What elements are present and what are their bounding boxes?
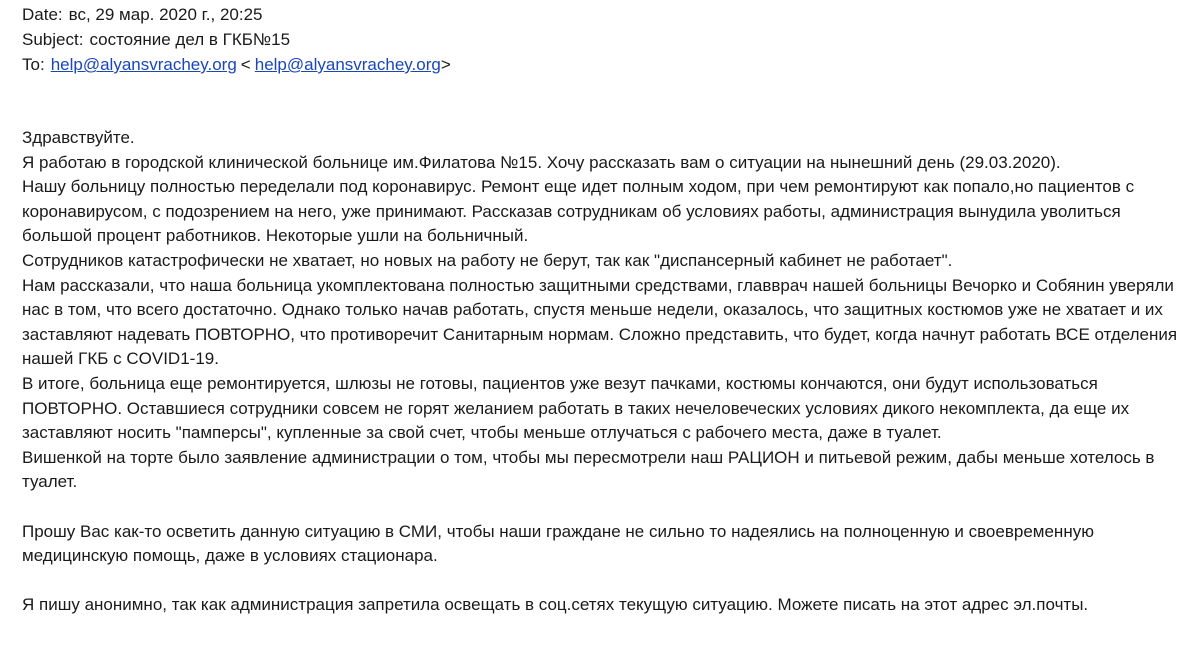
body-line: большой процент работников. Некоторые ушли на больничный.	[22, 226, 529, 246]
to-label: To:	[22, 55, 45, 74]
body-line: В итоге, больница еще ремонтируется, шлюзы не готовы, пациентов уже везут пачками, костюмы кончаются, они будут использоваться	[22, 373, 1098, 393]
body-line: Вишенкой на торте было заявление администрации о том, чтобы мы пересмотрели наш РАЦИОН и питьевой режим, дабы меньше хотелось в	[22, 447, 1155, 467]
date-label: Date:	[22, 5, 63, 24]
body-line: Сотрудников катастрофически не хватает, но новых на работу не берут, так как "диспансерный кабинет не работает".	[22, 250, 953, 270]
to-open-char: <	[240, 55, 251, 74]
subject-line	[22, 27, 1192, 52]
body-line: нашей ГКБ с COVID1-19.	[22, 349, 219, 369]
date-line	[22, 2, 1192, 27]
body-line: заставляют носить "памперсы", купленные за свой счет, чтобы меньше отлучаться с рабочего места, даже в туалет.	[22, 423, 942, 443]
body-line: туалет.	[22, 472, 78, 492]
body-line: заставляют надевать ПОВТОРНО, что противоречит Санитарным нормам. Сложно представить, что будет, когда начнут работать ВСЕ отделения	[22, 324, 1178, 344]
blank-line	[22, 495, 1192, 520]
to-line	[22, 52, 1192, 77]
subject-label: Subject:	[22, 30, 84, 49]
body-line: нас в том, что всего достаточно. Однако только начав работать, спустя меньше недели, оказалось, что защитных костюмов уже не хватает и их	[22, 300, 1163, 320]
to-close-bracket: >	[440, 55, 451, 74]
body-line: Прошу Вас как-то осветить данную ситуацию в СМИ, чтобы наши граждане не сильно то надеялись на полноценную и своевременную	[22, 521, 1094, 541]
blank-line	[22, 569, 1192, 594]
subject-value: состояние дел в ГКБ№15	[89, 30, 291, 49]
body-line: коронавирусом, с подозрением на него, уже принимают. Рассказав сотрудникам об условиях работы, администрация вынудила уволиться	[22, 201, 1121, 221]
body-line: медицинскую помощь, даже в условиях стационара.	[22, 546, 438, 566]
body-line: Здравствуйте.	[22, 128, 135, 147]
to-address-link[interactable]: help@alyansvrachey.org	[254, 55, 441, 74]
email-body	[22, 126, 1192, 618]
body-line: Нашу больницу полностью переделали под коронавирус. Ремонт еще идет полным ходом, при чем ремонтируют как попало,но пациентов с	[22, 177, 1135, 197]
to-open-bracket	[241, 55, 251, 74]
email-header	[22, 0, 1192, 77]
body-line: Я пишу анонимно, так как администрация запретила освещать в соц.сетях текущую ситуацию. Можете писать на этот адрес эл.почты.	[22, 595, 1089, 615]
date-value: вс, 29 мар. 2020 г., 20:25	[68, 5, 263, 24]
body-line: Нам рассказали, что наша больница укомплектована полностью защитными средствами, главврач нашей больницы Вечорко и Собянин уверяли	[22, 275, 1174, 295]
body-line: Я работаю в городской клинической больнице им.Филатова №15. Хочу рассказать вам о ситуации на нынешний день (29.03.2020).	[22, 152, 1061, 172]
to-name-link[interactable]: help@alyansvrachey.org	[50, 55, 237, 74]
body-line: ПОВТОРНО. Оставшиеся сотрудники совсем не горят желанием работать в таких нечеловеческих условиях дикого некомплекта, да еще их	[22, 398, 1130, 418]
